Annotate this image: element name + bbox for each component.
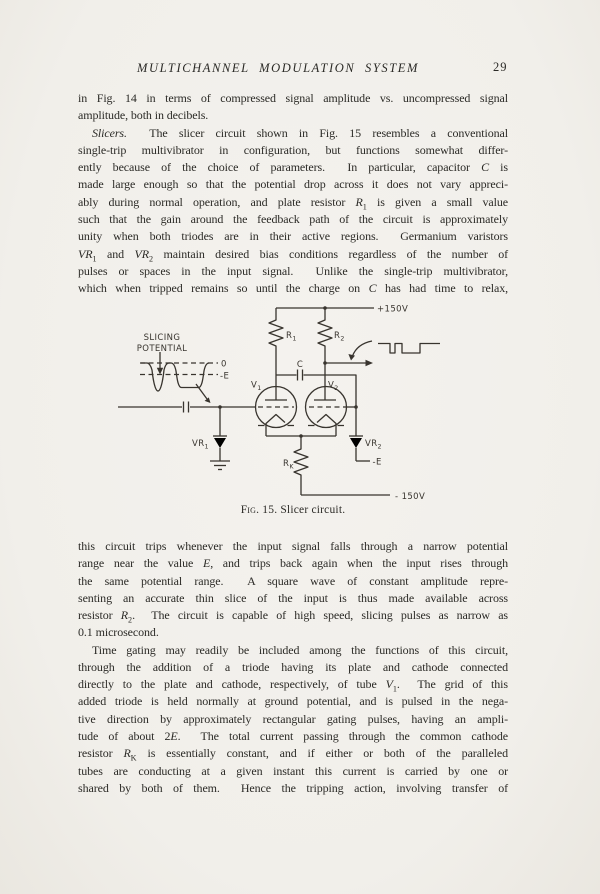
text-line: tubes are conducting at a given instant this current is carried by one or (78, 763, 508, 778)
label-neg-e-level: -E (220, 371, 230, 382)
text-line: senting an accurate thin slice of the input is thus made available across (78, 590, 508, 605)
input-lead (118, 402, 256, 413)
diode-vr1 (213, 407, 227, 461)
input-waveform (140, 352, 218, 403)
text-line: 0.1 microsecond. (78, 625, 159, 640)
tube-v2 (306, 387, 357, 437)
label-neg-e-bias: -E (372, 457, 382, 468)
label-rk: $R_K$ (283, 459, 294, 471)
running-header: MULTICHANNEL MODULATION SYSTEM (136, 61, 420, 75)
label-r2: $R_2$ (334, 331, 345, 343)
label-v2: $V_2$ (328, 380, 339, 392)
label-v1: $V_1$ (251, 380, 262, 392)
text-line: which when tripped remains so until the charge on C has had time to relax, (78, 281, 509, 296)
text-line: such that the gain around the feedback path of the circuit is approximately (78, 211, 508, 226)
ground-symbol (210, 461, 230, 470)
label-vr1: $VR_1$ (192, 439, 209, 451)
paragraph (78, 125, 508, 298)
text-line: shared by both of them. Hence the tripping action, involving transfer of (78, 780, 508, 795)
text-line: directly to the plate and cathode, respectively, of tube $V_1$. The grid of this (78, 677, 508, 694)
figure-caption-text: Slicer circuit. (277, 504, 346, 516)
text-line: pulses or spaces in the input signal. Unlike the single-trip multivibrator, (78, 263, 508, 278)
label-slicing: SLICING (143, 333, 181, 343)
text-line: Time gating may readily be included among the functions of this circuit, (92, 642, 508, 657)
label-supply-bottom: - 150V (395, 492, 426, 502)
label-zero-level: 0 (221, 359, 227, 370)
figure-caption-number: Fig. 15. (240, 504, 278, 516)
text-line: in Fig. 14 in terms of compressed signal amplitude vs. uncompressed signal (78, 91, 508, 105)
text-line: single-trip multivibrator in configuration, but functions somewhat differ- (78, 142, 508, 157)
text-line: the same potential range. A square wave of constant amplitude repre- (78, 573, 508, 588)
text-line: made large enough so that the potential drop across it does not vary appreci- (78, 177, 508, 192)
paragraph (78, 90, 508, 125)
text-line: resistor $R_2$. The circuit is capable of high speed, slicing pulses as narrow as (78, 608, 508, 625)
text-line: tive direction by approximately rectangular gating pulses, having an ampli- (78, 711, 508, 726)
text-line: ently because of the choice of parameters. In particular, capacitor C is (78, 160, 508, 175)
label-supply-top: +150V (377, 304, 409, 315)
label-c: C (296, 360, 304, 370)
figure-schematic-slicer-circuit (108, 296, 450, 528)
text-line: $VR_1$ and $VR_2$ maintain desired bias conditions regardless of the number of (78, 246, 508, 263)
text-line: ably during normal operation, and plate resistor $R_1$ is given a small value (78, 194, 508, 212)
output-lead (323, 360, 373, 366)
text-line: range near the value E, and trips back again when the input rises through (78, 556, 508, 571)
text-line: tude of about 2E. The total current passing through the common cathode (78, 728, 508, 743)
output-waveform (348, 341, 440, 361)
label-vr2: $VR_2$ (365, 439, 382, 451)
text-line: unity when both triodes are in their active regions. Germanium varistors (78, 229, 508, 244)
figure-caption (78, 504, 508, 516)
resistor-rk (294, 436, 308, 495)
label-r1: $R_1$ (286, 331, 297, 343)
text-line: resistor $R_K$ is essentially constant, and if either or both of the paralleled (78, 746, 508, 763)
paragraph (78, 538, 508, 642)
text-line: Slicers. The slicer circuit shown in Fig. 15 resembles a conventional (92, 125, 508, 140)
label-potential: POTENTIAL (136, 344, 188, 354)
page-number: 29 (493, 60, 508, 74)
text-line: amplitude, both in decibels. (78, 108, 209, 123)
text-line: added triode is held normally at ground potential, and is pulsed in the nega- (78, 694, 508, 709)
text-line: this circuit trips whenever the input signal falls through a narrow potential (78, 539, 508, 553)
text-line: through the addition of a triode having its plate and cathode connected (78, 659, 508, 674)
paragraph (78, 642, 508, 798)
